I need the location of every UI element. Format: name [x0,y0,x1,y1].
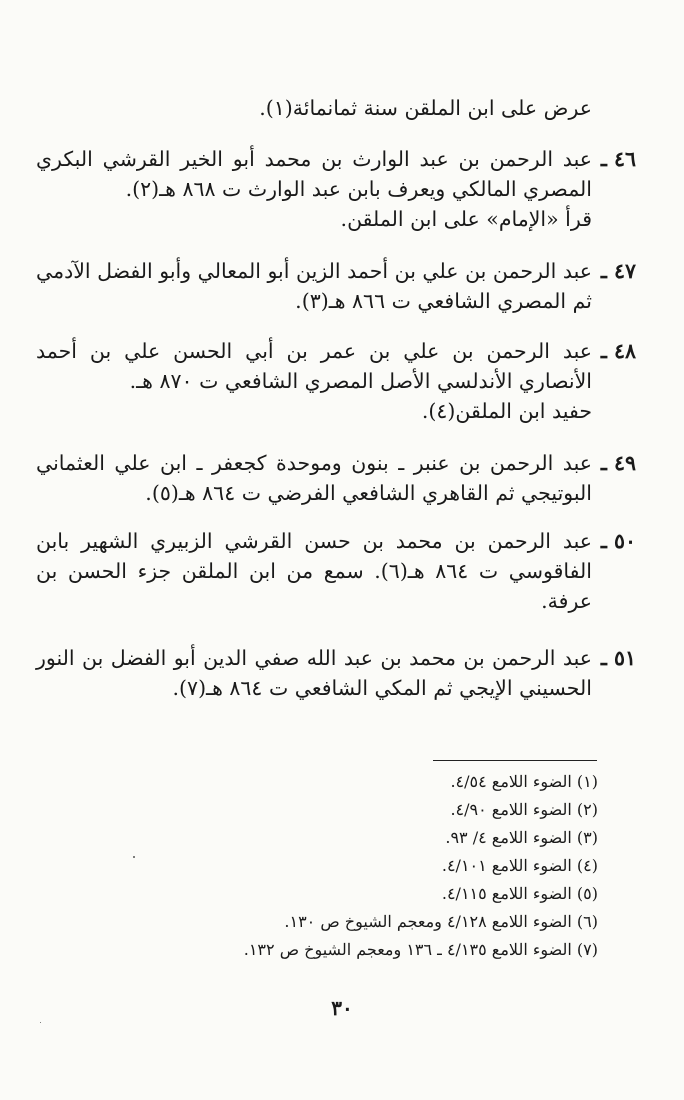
entry-number: ٤٩ ـ [600,451,636,475]
footnote-item: (٦) الضوء اللامع ٤/١٢٨ ومعجم الشيوخ ص ١٣٠. [284,912,598,931]
footnote-item: (٧) الضوء اللامع ٤/١٣٥ ـ ١٣٦ ومعجم الشيوخ ص ١٣٢. [243,940,598,959]
entry-46 [36,144,636,234]
entry-50 [36,526,636,616]
entry-line: عبد الرحمن بن عنبر ـ بنون وموحدة كجعفر ـ ابن علي العثماني [36,451,592,475]
entry-line: البوتيجي ثم القاهري الشافعي الفرضي ت ٨٦٤ هـ(٥). [145,481,592,505]
footnote-item: (٣) الضوء اللامع ٤/ ٩٣. [445,828,598,847]
entry-line: قرأ «الإمام» على ابن الملقن. [340,207,592,231]
footnotes [78,768,598,964]
page-number: ٣٠ [331,996,353,1020]
entry-48 [36,336,636,426]
entry-number: ٤٨ ـ [600,339,636,363]
paper-speck [133,856,135,858]
entry-47 [36,256,636,316]
entry-49 [36,448,636,508]
footnote-item: (١) الضوء اللامع ٤/٥٤. [450,772,598,791]
entry-line: عبد الرحمن بن عبد الوارث بن محمد أبو الخير القرشي البكري [36,147,592,171]
footnote-separator [433,760,597,761]
footnote-item: (٤) الضوء اللامع ٤/١٠١. [441,856,598,875]
entry-line: عبد الرحمن بن علي بن عمر بن أبي الحسن علي بن أحمد [36,339,592,363]
entry-line: عبد الرحمن بن محمد بن حسن القرشي الزبيري الشهير بابن [36,529,592,553]
entry-line: حفيد ابن الملقن(٤). [421,399,592,423]
entry-line: الفاقوسي ت ٨٦٤ هـ(٦). سمع من ابن الملقن جزء الحسن بن [36,559,592,583]
entry-line: ثم المصري الشافعي ت ٨٦٦ هـ(٣). [295,289,592,313]
intro-continuation [36,93,636,123]
entry-line: عرفة. [541,589,592,613]
entry-line: الأنصاري الأندلسي الأصل المصري الشافعي ت ٨٧٠ هـ. [129,369,592,393]
entry-number: ٥٠ ـ [600,529,636,553]
entry-line: المصري المالكي ويعرف بابن عبد الوارث ت ٨٦٨ هـ(٢). [125,177,592,201]
paper-speck [40,1022,41,1023]
entry-line: الحسيني الإيجي ثم المكي الشافعي ت ٨٦٤ هـ(٧). [172,676,592,700]
footnote-item: (٢) الضوء اللامع ٤/٩٠. [450,800,598,819]
entry-line: عبد الرحمن بن محمد بن عبد الله صفي الدين أبو الفضل بن النور [36,646,592,670]
entry-number: ٥١ ـ [600,646,636,670]
footnote-item: (٥) الضوء اللامع ٤/١١٥. [441,884,598,903]
intro-line: عرض على ابن الملقن سنة ثمانمائة(١). [259,96,592,120]
entry-line: عبد الرحمن بن علي بن أحمد الزين أبو المعالي وأبو الفضل الآدمي [36,259,592,283]
entry-51 [36,643,636,703]
entry-number: ٤٦ ـ [600,147,636,171]
entry-number: ٤٧ ـ [600,259,636,283]
